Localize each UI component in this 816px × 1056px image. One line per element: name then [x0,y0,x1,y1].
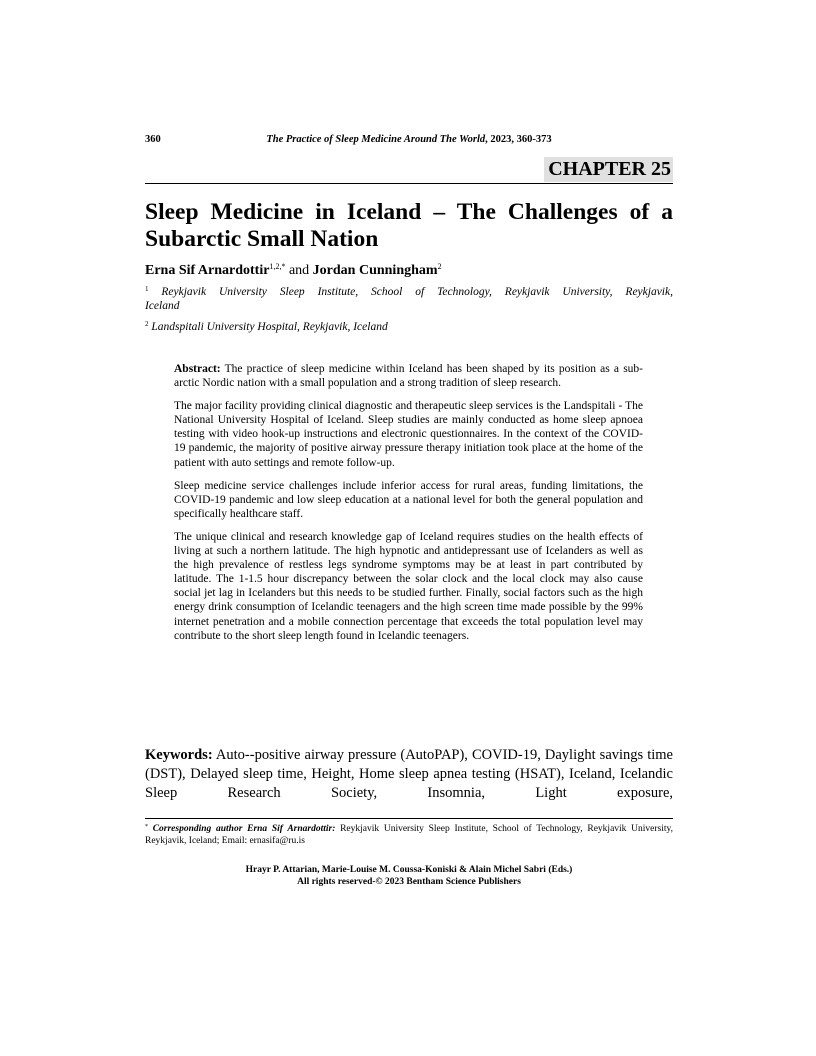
title-line-2: Subarctic Small Nation [145,226,379,252]
title-line-1: Sleep Medicine in Iceland – The Challenges of a [145,199,673,225]
corresponding-author-footnote [145,823,673,847]
affiliation-1-sup: 1 [145,285,149,293]
affiliation-2 [145,320,673,334]
abstract-paragraph-2: The major facility providing clinical diagnostic and therapeutic sleep services is the Landspitali - The National University Hospital of Iceland. Sleep studies are mainly conducted as home sleep apnoea testing with video hook-up instructions and electronic questionnaires. In the context of the COVID-19 pandemic, the majority of positive airway pressure therapy initiation took place at the home of the patient with auto settings and remote follow-up. [174,400,643,469]
journal-years: , 2023, 360-373 [485,134,552,145]
footnote-divider [145,818,673,819]
abstract-paragraph-1 [174,362,643,390]
publisher-copyright: All rights reserved-© 2023 Bentham Science Publishers [297,877,521,887]
affiliation-1-line-1: Reykjavik University Sleep Institute, School of Technology, Reykjavik University, Reykjavik, [148,286,673,298]
abstract-block [174,362,643,652]
running-header [145,134,673,150]
keywords-block [145,746,673,803]
abstract-text-1: The practice of sleep medicine within Iceland has been shaped by its position as a sub-arctic Nordic nation with a small population and a strong tradition of sleep research. [174,363,643,390]
author-1-name: Erna Sif Arnardottir [145,263,270,278]
abstract-label: Abstract: [174,363,221,375]
author-list [145,262,673,280]
author-2-name: Jordan Cunningham [312,263,438,278]
affiliation-2-text: Landspitali University Hospital, Reykjavik, Iceland [148,321,388,333]
abstract-paragraph-4: The unique clinical and research knowledge gap of Iceland requires studies on the health effects of living at such a northern latitude. The high hypnotic and antidepressant use of Icelanders as well as the high prevalence of restless legs syndrome symptoms may be at least in part contributed by latitude. The 1-1.5 hour discrepancy between the solar clock and the local clock may also cause social jet lag in Icelanders but this needs to be studied further. Finally, social factors such as the high energy drink consumption of Icelandic teenagers and the high screen time made possible by the 99% internet penetration and a mobile connection percentage that exceeds the total population level may contribute to the short sleep length found in Icelandic teenagers. [174,530,643,642]
affiliation-1 [145,285,673,313]
publisher-editors: Hrayr P. Attarian, Marie-Louise M. Coussa-Koniski & Alain Michel Sabri (Eds.) [245,865,573,875]
keywords-label: Keywords: [145,747,213,763]
affiliation-1-line-2: Iceland [145,300,180,312]
footnote-label: Corresponding author Erna Sif Arnardottir: [148,824,336,834]
journal-citation [145,134,673,145]
footnote-marker: * [145,824,148,830]
affiliation-2-sup: 2 [145,320,149,328]
author-connector: and [285,263,313,278]
journal-name: The Practice of Sleep Medicine Around The World [266,134,486,145]
footnote-text: Reykjavik University Sleep Institute, School of Technology, Reykjavik University, Reykjavik, Iceland; Email: ernasifa@ru.is [145,824,673,846]
article-title [145,199,673,253]
abstract-paragraph-3: Sleep medicine service challenges include inferior access for rural areas, funding limitations, the COVID-19 pandemic and low sleep education at a national level for both the general population and specifically healthcare staff. [174,479,643,520]
chapter-label: CHAPTER 25 [544,157,673,182]
page-number: 360 [145,134,161,145]
author-2-affil: 2 [437,262,442,271]
keywords-text: Auto--positive airway pressure (AutoPAP), COVID-19, Daylight savings time (DST), Delayed sleep time, Height, Home sleep apnea testing (HSAT), Iceland, Icelandic Sleep Research Society, Insomnia, Light exposure, [145,747,673,801]
publisher-notice [145,864,673,888]
chapter-heading-row [145,157,673,184]
author-1-affil: 1,2,* [269,262,286,271]
